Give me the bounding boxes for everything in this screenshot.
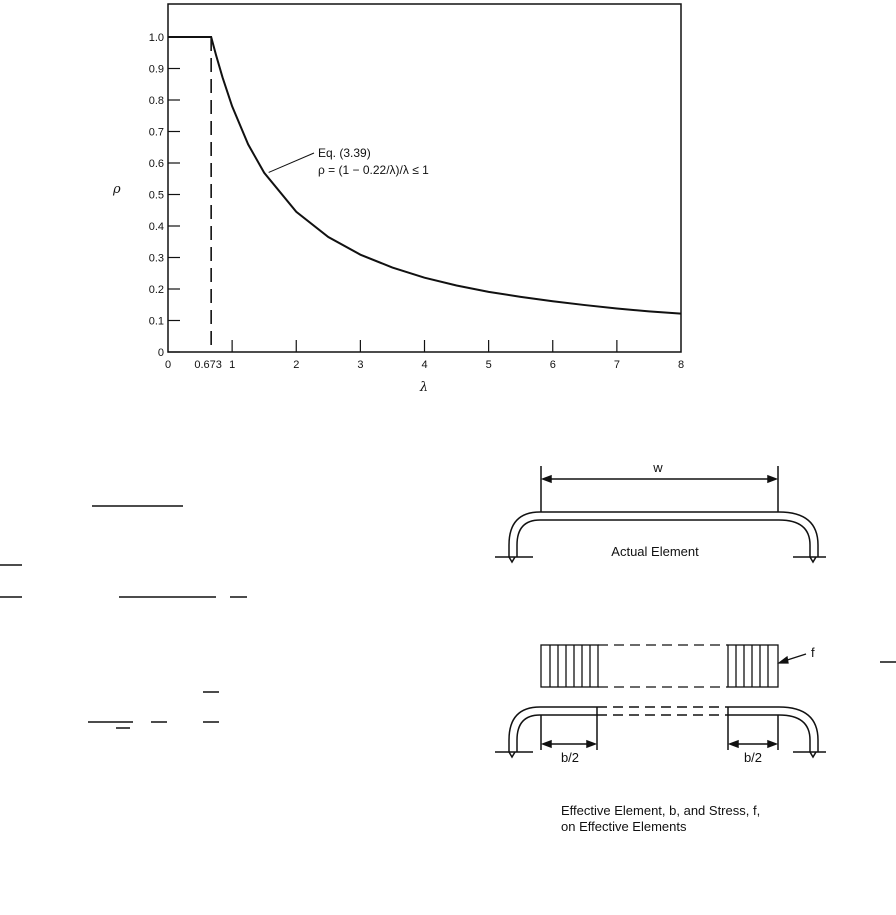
y-axis-label: ρ: [113, 182, 121, 197]
x-tick-label: 4: [421, 359, 428, 371]
annotation-leader: [269, 153, 314, 172]
x-tick-label: 6: [549, 359, 556, 371]
y-tick-label: 0.5: [148, 189, 164, 202]
half-width-label-right: b/2: [743, 750, 763, 765]
y-tick-label: 0.1: [148, 315, 164, 328]
x-tick-label: 0: [164, 359, 172, 371]
x-tick-label: 3: [357, 359, 364, 371]
stress-label: f: [811, 645, 815, 660]
half-width-label-left: b/2: [560, 750, 580, 765]
chart: [112, 4, 684, 395]
x-tick-label: 5: [485, 359, 492, 371]
effective-caption-line1: Effective Element, b, and Stress, f,: [561, 803, 761, 818]
actual-element-caption: Actual Element: [611, 544, 699, 559]
x-ticks: [165, 340, 684, 371]
y-tick-label: 0.4: [148, 221, 164, 233]
y-tick-label: 0.8: [148, 95, 164, 107]
y-tick-label: 0.3: [148, 252, 164, 265]
y-tick-label: 0.2: [148, 284, 164, 296]
x-axis-label: λ: [419, 380, 429, 395]
dim-arrow-left: [543, 476, 551, 482]
y-ticks: [149, 32, 180, 359]
x-tick-label: 8: [677, 359, 685, 371]
y-tick-label: 0.6: [148, 158, 164, 170]
width-label: w: [653, 460, 663, 475]
x-tick-label: 2: [293, 359, 300, 371]
annotation-line2: ρ = (1 − 0.22/λ)/λ ≤ 1: [318, 163, 429, 177]
y-tick-label: 0.7: [148, 126, 164, 139]
x-tick-label: 1: [229, 359, 236, 371]
annotation-line1: Eq. (3.39): [318, 146, 371, 160]
stress-hatch-left: [550, 645, 590, 687]
x-tick-label-threshold: 0.673: [194, 359, 222, 371]
y-tick-label: 0.9: [148, 63, 164, 76]
cropped-fragments: [0, 506, 896, 728]
y-tick-label: 1.0: [148, 32, 164, 44]
stress-blocks: [541, 645, 806, 687]
x-tick-label: 7: [613, 359, 620, 371]
dim-arrow-right: [768, 476, 776, 482]
y-tick-label: 0: [157, 347, 164, 359]
plot-frame: [168, 4, 681, 352]
stress-hatch-right: [736, 645, 768, 687]
effective-caption-line2: on Effective Elements: [561, 819, 687, 834]
effective-element-diagram: [495, 707, 826, 757]
